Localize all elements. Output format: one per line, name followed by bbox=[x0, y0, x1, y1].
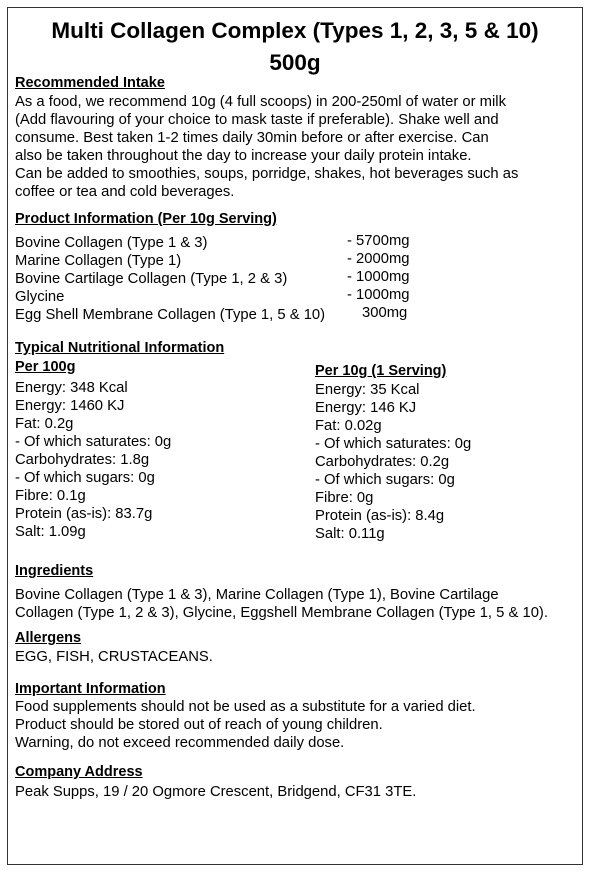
recommended-intake-text bbox=[15, 93, 518, 201]
per-10g-heading: Per 10g (1 Serving) bbox=[315, 363, 447, 379]
nutrition-row: Fat: 0.2g bbox=[15, 416, 74, 432]
nutrition-row: - Of which saturates: 0g bbox=[15, 434, 172, 450]
product-item-name: Egg Shell Membrane Collagen (Type 1, 5 & 10) bbox=[15, 307, 326, 323]
ingredients-line: Collagen (Type 1, 2 & 3), Glycine, Eggshell Membrane Collagen (Type 1, 5 & 10). bbox=[15, 605, 548, 621]
ingredients-heading: Ingredients bbox=[15, 563, 94, 579]
intake-line: coffee or tea and cold beverages. bbox=[15, 184, 235, 200]
product-item-amount: - 5700mg bbox=[347, 233, 410, 249]
nutrition-row: Protein (as-is): 83.7g bbox=[15, 506, 153, 522]
important-line: Food supplements should not be used as a substitute for a varied diet. bbox=[15, 699, 476, 715]
important-line: Warning, do not exceed recommended daily dose. bbox=[15, 735, 345, 751]
per-100g-heading: Per 100g bbox=[15, 359, 76, 375]
allergens-heading: Allergens bbox=[15, 630, 82, 646]
intake-line: consume. Best taken 1-2 times daily 30min before or after exercise. Can bbox=[15, 130, 489, 146]
intake-line: (Add flavouring of your choice to mask taste if preferable). Shake well and bbox=[15, 112, 499, 128]
nutrition-row: Energy: 348 Kcal bbox=[15, 380, 128, 396]
product-item-amount: 300mg bbox=[362, 305, 408, 321]
important-information-text bbox=[15, 698, 476, 752]
nutrition-row: Energy: 1460 KJ bbox=[15, 398, 125, 414]
nutrition-row: Carbohydrates: 0.2g bbox=[315, 454, 450, 470]
nutrition-row: Fat: 0.02g bbox=[315, 418, 382, 434]
allergens-text: EGG, FISH, CRUSTACEANS. bbox=[15, 649, 213, 665]
nutrition-row: Carbohydrates: 1.8g bbox=[15, 452, 150, 468]
product-item-name: Marine Collagen (Type 1) bbox=[15, 253, 182, 269]
per-100g-values bbox=[15, 379, 171, 541]
nutrition-row: Fibre: 0.1g bbox=[15, 488, 86, 504]
important-information-heading: Important Information bbox=[15, 681, 166, 697]
intake-line: As a food, we recommend 10g (4 full scoops) in 200-250ml of water or milk bbox=[15, 94, 506, 110]
per-10g-values bbox=[315, 381, 471, 543]
product-label bbox=[7, 7, 583, 865]
nutrition-row: - Of which sugars: 0g bbox=[15, 470, 155, 486]
intake-line: also be taken throughout the day to increase your daily protein intake. bbox=[15, 148, 472, 164]
nutrition-row: Protein (as-is): 8.4g bbox=[315, 508, 445, 524]
nutrition-row: Energy: 35 Kcal bbox=[315, 382, 420, 398]
nutrition-row: Fibre: 0g bbox=[315, 490, 374, 506]
nutrition-row: Salt: 0.11g bbox=[315, 526, 385, 542]
product-item-amount: - 2000mg bbox=[347, 251, 410, 267]
company-address-text: Peak Supps, 19 / 20 Ogmore Crescent, Bridgend, CF31 3TE. bbox=[15, 784, 417, 800]
product-information-heading: Product Information (Per 10g Serving) bbox=[15, 211, 277, 227]
nutrition-heading: Typical Nutritional Information bbox=[15, 340, 225, 356]
product-item-name: Bovine Cartilage Collagen (Type 1, 2 & 3) bbox=[15, 271, 288, 287]
ingredients-text bbox=[15, 586, 548, 622]
product-item-name: Glycine bbox=[15, 289, 65, 305]
nutrition-row: Salt: 1.09g bbox=[15, 524, 86, 540]
nutrition-row: - Of which sugars: 0g bbox=[315, 472, 455, 488]
product-item-amount: - 1000mg bbox=[347, 287, 410, 303]
product-weight: 500g bbox=[269, 50, 321, 75]
product-title: Multi Collagen Complex (Types 1, 2, 3, 5 & 10) bbox=[51, 18, 539, 43]
product-item-name: Bovine Collagen (Type 1 & 3) bbox=[15, 235, 208, 251]
nutrition-row: - Of which saturates: 0g bbox=[315, 436, 472, 452]
company-address-heading: Company Address bbox=[15, 764, 143, 780]
ingredients-line: Bovine Collagen (Type 1 & 3), Marine Collagen (Type 1), Bovine Cartilage bbox=[15, 587, 499, 603]
recommended-intake-heading: Recommended Intake bbox=[15, 75, 165, 91]
nutrition-row: Energy: 146 KJ bbox=[315, 400, 417, 416]
important-line: Product should be stored out of reach of young children. bbox=[15, 717, 383, 733]
intake-line: Can be added to smoothies, soups, porridge, shakes, hot beverages such as bbox=[15, 166, 519, 182]
product-item-amount: - 1000mg bbox=[347, 269, 410, 285]
